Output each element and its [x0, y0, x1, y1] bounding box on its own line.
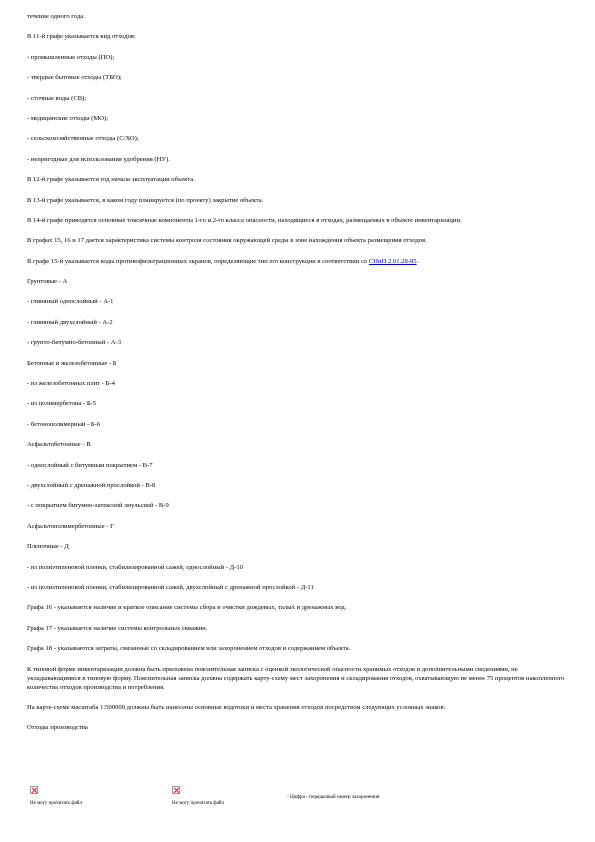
- paragraph-text: - глиняный однослойный - А-1: [27, 298, 114, 306]
- paragraph-text: Графа 18 - указываются затраты, связанные со складированием или захоронением отходов и содержанием объекта.: [27, 645, 351, 653]
- paragraph: [27, 420, 572, 429]
- paragraph-text: Отходы производства: [27, 724, 88, 732]
- paragraph: [27, 53, 572, 62]
- paragraph-text: Асфальтополимербетонные - Г: [27, 522, 114, 530]
- paragraph: [27, 583, 572, 592]
- paragraph-text: - однослойный с битумным покрытием - В-7: [27, 461, 153, 469]
- paragraph-text: - промышленные отходы (ПО);: [27, 53, 115, 61]
- paragraph: [27, 481, 572, 490]
- paragraph: [27, 359, 572, 368]
- paragraph-text: На карте-схеме масштаба 1:500000 должны быть нанесены основные водотоки и места хранения отходов посредством следующих условных знаков:: [27, 703, 446, 711]
- paragraph: [27, 603, 572, 612]
- paragraph-text-end: .: [416, 257, 419, 265]
- paragraph: [27, 175, 572, 184]
- paragraph: [27, 94, 572, 103]
- paragraph-text: - двухслойный с дренажной прослойкой - В-8: [27, 481, 156, 489]
- paragraph-text: - из полиэтиленовой пленки, стабилизированной сажей, двухслойный с дренажной прослойкой - Д-11: [27, 583, 314, 591]
- paragraph-text: - медицинские отходы (МО);: [27, 114, 109, 122]
- paragraph-text: В 11-й графе указывается вид отходов:: [27, 33, 136, 41]
- paragraph-text: - непригодные для использования удобрения (НУ).: [27, 155, 170, 163]
- paragraph: [27, 32, 572, 41]
- paragraph: [27, 723, 572, 732]
- document-body: [27, 12, 572, 744]
- paragraph: [27, 257, 572, 266]
- paragraph-text: Графа 16 - указывается наличие и краткое описание системы сбора и очистки дождевых, талых и дренажных вод.: [27, 604, 347, 612]
- broken-image-2: [172, 786, 224, 807]
- paragraph-text: В графах 15, 16 и 17 дается характеристика системы контроля состояния окружающей среды в зоне нахождения объекта размещения отходов.: [27, 237, 427, 245]
- paragraph: [27, 236, 572, 245]
- paragraph-text: Графа 17 - указывается наличие системы контрольных скважин.: [27, 624, 208, 632]
- paragraph: [27, 196, 572, 205]
- paragraph-text: В 14-й графе приводятся основные токсичные компоненты 1-го и 2-го класса опасности, находящиеся в отходах, размещаемых в объекте инвентаризации.: [27, 216, 462, 224]
- broken-image-icon: [172, 786, 180, 794]
- paragraph-text: В графе 15-й указывается коды противофильтрационных экранов, определяющие тип его конструкции в соответствии со: [27, 257, 369, 265]
- paragraph-text: В 12-й графе указывается год начала эксплуатации объекта.: [27, 176, 195, 184]
- paragraph: [27, 277, 572, 286]
- paragraph: [27, 644, 572, 653]
- paragraph: [27, 318, 572, 327]
- paragraph-text: - из полимербетона - Б-5: [27, 400, 97, 408]
- paragraph: [27, 624, 572, 633]
- paragraph: [27, 73, 572, 82]
- paragraph-text: - бетонополимерный - Б-6: [27, 420, 101, 428]
- paragraph-text: К типовой форме инвентаризации должна быть приложена пояснительная записка с оценкой экологической опасности хранимых отходов и дополнительными сведениями, не укладывающимися в типовую форму. Пояснительная записка должна содержать карту-схему мест захоронения и складирования отходов, охватывающую не менее 75 процентов накопленного количества отходов производства и потребления.: [27, 665, 565, 691]
- broken-image-1: [30, 786, 82, 807]
- paragraph-text: Пленочные - Д: [27, 543, 69, 551]
- paragraph: [27, 501, 572, 510]
- paragraph: [27, 155, 572, 164]
- legend-row: [27, 786, 572, 816]
- image-caption-1: Не могу прочитать файл: [30, 801, 82, 806]
- paragraph: [27, 542, 572, 551]
- paragraph-text: - с покрытием битумно-латексной эмульсией - В-9: [27, 502, 169, 510]
- paragraph: [27, 665, 572, 692]
- paragraph-text: течение одного года.: [27, 13, 85, 20]
- paragraph: [27, 563, 572, 572]
- paragraph: [27, 399, 572, 408]
- paragraph-text: - из железобетонных плит - Б-4: [27, 380, 115, 388]
- paragraph-text: В 13-й графе указывается, в каком году планируется (по проекту) закрытие объекта.: [27, 196, 264, 204]
- paragraph-text: - твердые бытовые отходы (ТБО);: [27, 74, 122, 82]
- paragraph-text: - глиняный двухслойный - А-2: [27, 318, 113, 326]
- paragraph: [27, 297, 572, 306]
- paragraph-text: - грунто-битумно-бетонный - А-3: [27, 339, 122, 347]
- paragraph-text: Асфальтобетонные - В: [27, 441, 91, 449]
- snip-link[interactable]: СНиП 2.01.28-85: [368, 257, 417, 265]
- broken-image-icon: [30, 786, 38, 794]
- paragraph-text: - из полиэтиленовой пленки, стабилизированной сажей, однослойный - Д-10: [27, 563, 243, 571]
- paragraph-text: Грунтовые - А: [27, 278, 68, 286]
- paragraph: [27, 440, 572, 449]
- paragraph: [27, 703, 572, 712]
- paragraph: [27, 338, 572, 347]
- paragraph: [27, 379, 572, 388]
- paragraph: [27, 522, 572, 531]
- paragraph: [27, 216, 572, 225]
- paragraph: [27, 461, 572, 470]
- image-caption-2: Не могу прочитать файл: [172, 801, 224, 806]
- legend-text: - Цифра - порядковый номер захоронения: [287, 794, 380, 800]
- paragraph-text: - сточные воды (СВ);: [27, 94, 87, 102]
- paragraph-text: Бетонные и железобетонные - Б: [27, 359, 117, 367]
- paragraph: [27, 134, 572, 143]
- paragraph: [27, 12, 572, 21]
- paragraph-text: - сельскохозяйственные отходы (С/ХО);: [27, 135, 139, 143]
- paragraph: [27, 114, 572, 123]
